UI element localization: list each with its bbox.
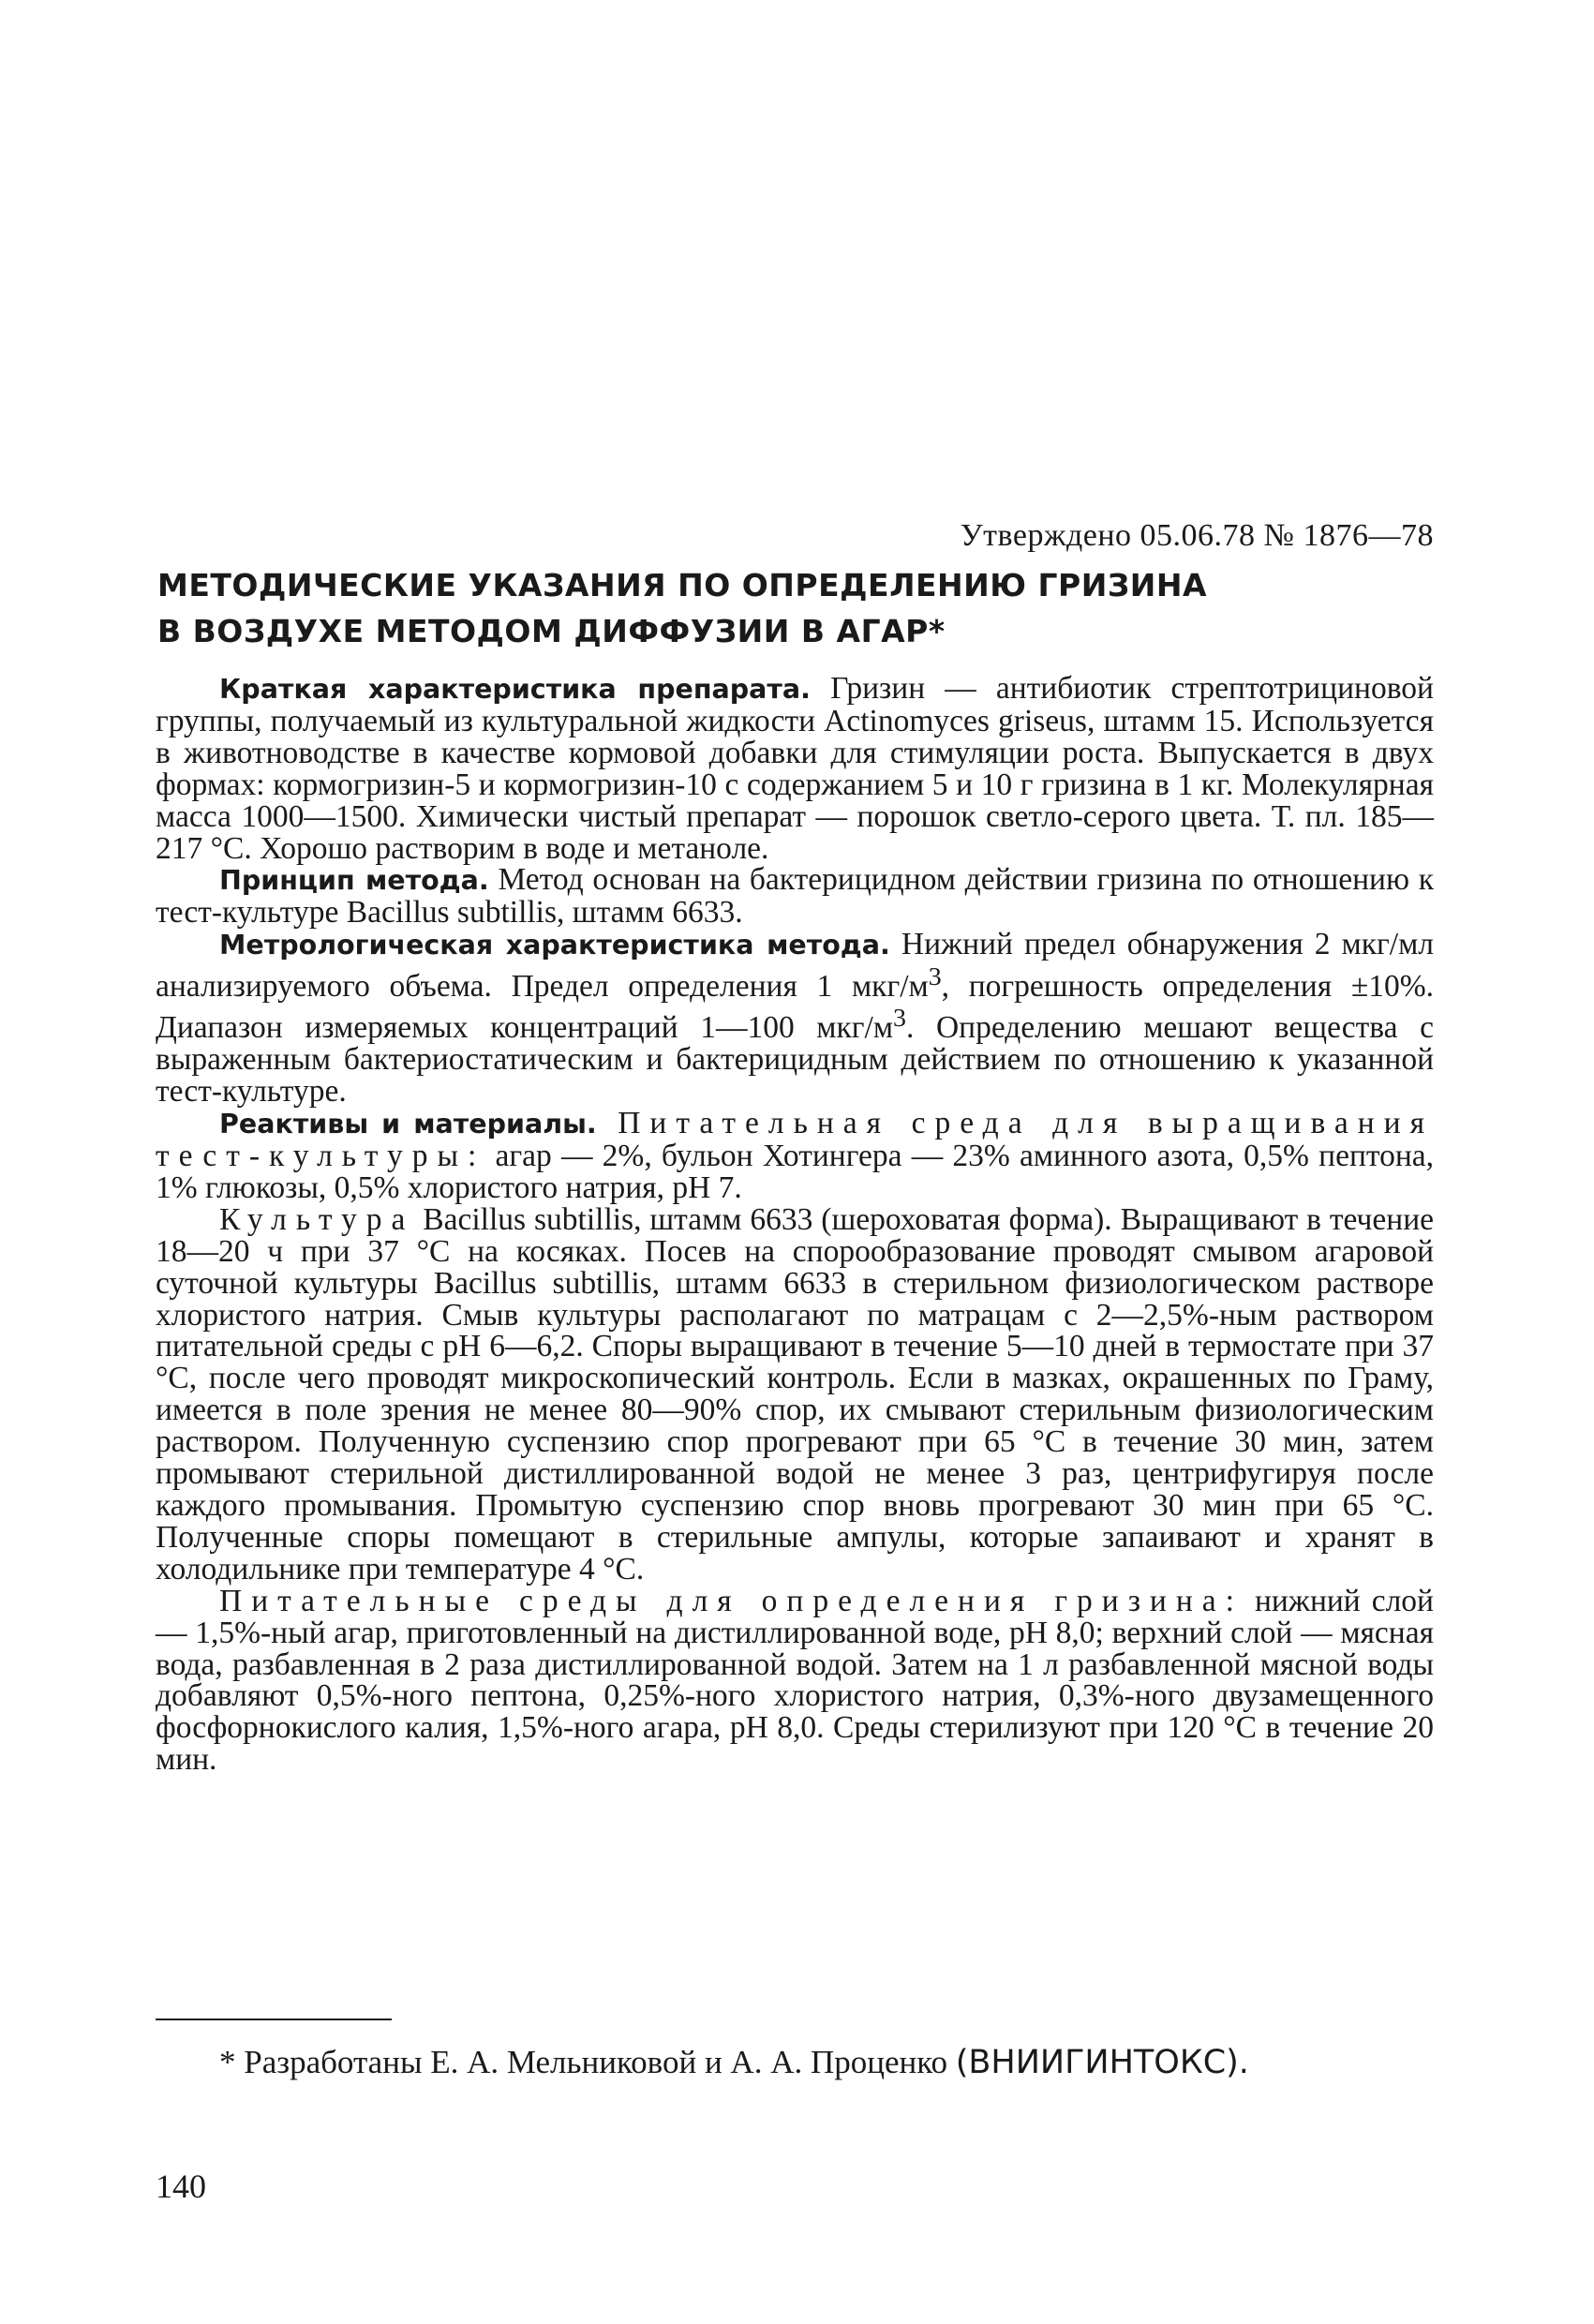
text-brief: Гризин — антибиотик стрептотрициновой группы, получаемый из культуральной жидкости Actinomyces griseus, штамм 15. Используется в животноводстве в качестве кормовой добавки для стимуляции роста. Выпускается в двух формах: кормогризин-5 и кормогризин-10 с содержанием 5 и 10 г гризина в 1 кг. Молекулярная масса 1000—1500. Химически чистый препарат — порошок светло-серого цвета. Т. пл. 185—217 °С. Хорошо растворим в воде и метаноле. — [156, 671, 1434, 866]
heading-metrology: Метрологическая характеристика метода. — [219, 930, 890, 961]
text-metrology-b: , погрешность определения ±10%. Диапазон измеряемых концентраций 1—100 мкг/м — [156, 969, 1434, 1046]
paragraph-media — [156, 1583, 1434, 1778]
text-metrology-c: . Определению мешают вещества с выраженным бактериостатическим и бактерицидным действием по отношению к указанной тест-культуре. — [156, 1010, 1434, 1110]
paragraph-reagents — [156, 1108, 1434, 1204]
text-metrology-a: Нижний предел обнаружения 2 мкг/мл анализируемого объема. Предел определения 1 мкг/м — [156, 927, 1434, 1005]
spaced-culture: Культура — [219, 1201, 415, 1237]
document-body — [156, 673, 1434, 1776]
title-line-2: В ВОЗДУХЕ МЕТОДОМ ДИФФУЗИИ В АГАР* — [157, 613, 946, 649]
footnote-text: * Разработаны Е. А. Мельниковой и А. А. Проценко — [219, 2044, 947, 2080]
text-principle: Метод основан на бактерицидном действии гризина по отношению к тест-культуре Bacillus subtillis, штамм 6633. — [156, 862, 1434, 931]
paragraph-metrology — [156, 929, 1434, 1108]
text-media: нижний слой — 1,5%-ный агар, приготовленный на дистиллированной воде, pH 8,0; верхний слой — мясная вода, разбавленная в 2 раза дистиллированной водой. Затем на 1 л разбавленной мясной воды добавляют 0,5%-ного пептона, 0,25%-ного хлористого натрия, 0,3%-ного двузамещенного фосфорнокислого калия, 1,5%-ного агара, pH 8,0. Среды стерилизуют при 120 °С в течение 20 мин. — [156, 1583, 1434, 1778]
superscript-b: 3 — [893, 1004, 906, 1034]
text-reagents: агар — 2%, бульон Хотингера — 23% аминного азота, 0,5% пептона, 1% глюкозы, 0,5% хлористого натрия, pH 7. — [156, 1139, 1434, 1205]
spaced-reagents: Питательная среда для выращивания тест-культуры: — [156, 1106, 1434, 1173]
document-title — [157, 562, 1329, 654]
footnote-organization: (ВНИИГИНТОКС). — [955, 2044, 1249, 2081]
heading-reagents: Реактивы и материалы. — [219, 1109, 597, 1140]
heading-principle: Принцип метода. — [219, 865, 489, 897]
paragraph-principle — [156, 864, 1434, 929]
page-number: 140 — [156, 2168, 206, 2205]
spaced-media: Питательные среды для определения гризина: — [219, 1583, 1244, 1618]
footnote — [156, 2041, 1434, 2084]
paragraph-brief — [156, 673, 1434, 864]
footnote-divider — [156, 2019, 392, 2020]
text-culture: Bacillus subtillis, штамм 6633 (шероховатая форма). Выращивают в течение 18—20 ч при 37 °С на косяках. Посев на спорообразование проводят смывом агаровой суточной культуры Bacillus subtillis, штамм 6633 в стерильном физиологическом растворе хлористого натрия. Смыв культуры располагают по матрацам с 2—2,5%-ным раствором питательной среды с pH 6—6,2. Споры выращивают в течение 5—10 дней в термостате при 37 °С, после чего проводят микроскопический контроль. Если в мазках, окрашенных по Граму, имеется в поле зрения не менее 80—90% спор, их смывают стерильным физиологическим раствором. Полученную суспензию спор прогревают при 65 °С в течение 30 мин, затем промывают стерильной дистиллированной водой не менее 3 раз, центрифугируя после каждого промывания. Промытую суспензию спор вновь прогревают 30 мин при 65 °С. Полученные споры помещают в стерильные ампулы, которые запаивают и хранят в холодильнике при температуре 4 °С. — [156, 1201, 1434, 1587]
approval-note: Утверждено 05.06.78 № 1876—78 — [960, 518, 1434, 553]
paragraph-culture — [156, 1201, 1434, 1587]
superscript-a: 3 — [928, 962, 942, 992]
heading-brief: Краткая характеристика препарата. — [219, 674, 811, 705]
title-line-1: МЕТОДИЧЕСКИЕ УКАЗАНИЯ ПО ОПРЕДЕЛЕНИЮ ГРИЗИНА — [157, 567, 1208, 603]
